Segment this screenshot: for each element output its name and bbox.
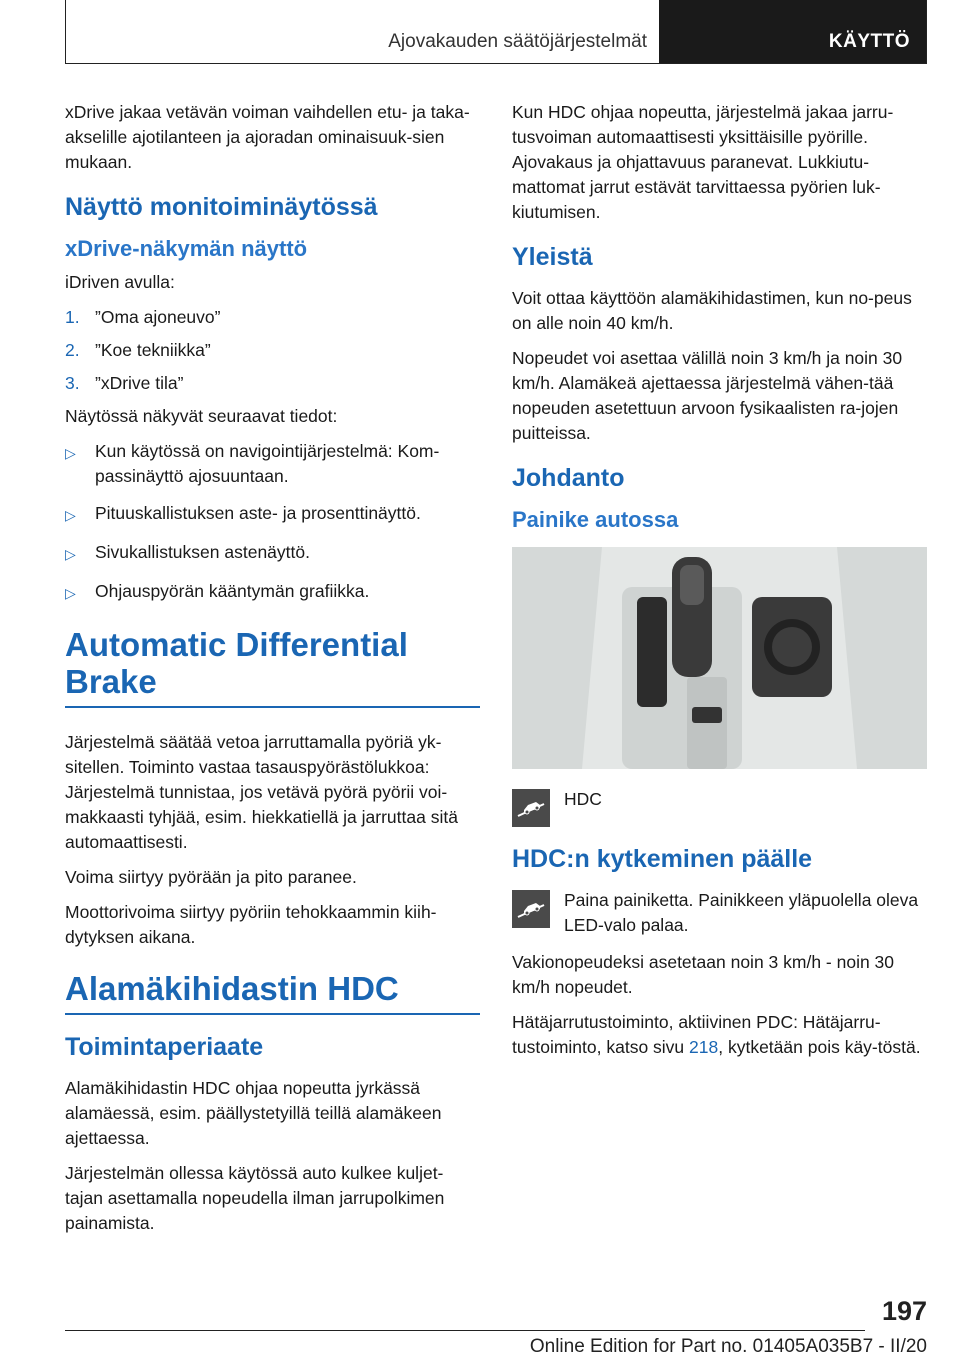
hdc-brake-paragraph: Kun HDC ohjaa nopeutta, järjestelmä jakaa jarru-tusvoiman automaattisesti yksittäisille pyörille. Ajovakaus ja ohjattavuus paranevat. Lukkiutu-mattomat jarrut estävät tarvittaessa pyörien luk-kiutumisen. bbox=[512, 102, 894, 222]
car-on-slope-icon bbox=[516, 796, 546, 820]
header-chapter-tab: KÄYTTÖ bbox=[659, 0, 926, 63]
list-item bbox=[65, 579, 480, 606]
list-item bbox=[65, 439, 480, 489]
bullet-text: Kun käytössä on navigointijärjestelmä: Kom-passinäyttö ajosuuntaan. bbox=[95, 441, 440, 486]
constant-speed-paragraph: Vakionopeudeksi asetetaan noin 3 km/h - noin 30 km/h nopeudet. bbox=[512, 952, 895, 997]
heading-automatic-differential-brake: Automatic Differential Brake bbox=[65, 626, 480, 708]
adb-paragraph-1: Järjestelmä säätää vetoa jarruttamalla pyöriä yk-sitellen. Toiminto vastaa tasauspyörästölukkoa: Järjestelmä tunnistaa, jos vetävä pyörä pyörii voi-makkaasti tyhjää, esim. hiekkatiellä ja jarruttaa sitä automaattisesti. bbox=[65, 732, 458, 852]
hdc-icon-row bbox=[512, 787, 927, 827]
triangle-bullet-icon: ▷ bbox=[65, 507, 76, 523]
emergency-text-end: , kytketään pois käy-töstä. bbox=[718, 1037, 921, 1057]
list-item bbox=[65, 371, 480, 396]
center-console-photo bbox=[512, 547, 927, 769]
page-number: 197 bbox=[881, 1296, 927, 1326]
footer-edition: Online Edition for Part no. 01405A035B7 - II/20 bbox=[529, 1336, 927, 1357]
step-number: 1. bbox=[65, 307, 80, 327]
heading-enable-hdc: HDC:n kytkeminen päälle bbox=[512, 845, 813, 873]
page-header bbox=[65, 0, 927, 64]
heading-xdrive-view: xDrive-näkymän näyttö bbox=[65, 236, 308, 261]
bullet-text: Ohjauspyörän kääntymän grafiikka. bbox=[95, 581, 370, 601]
list-item bbox=[65, 338, 480, 363]
bullet-text: Sivukallistuksen astenäyttö. bbox=[95, 542, 310, 562]
idrive-text: iDriven avulla: bbox=[65, 272, 175, 292]
triangle-bullet-icon: ▷ bbox=[65, 445, 76, 461]
header-section-title: Ajovakauden säätöjärjestelmät bbox=[388, 31, 647, 52]
step-number: 2. bbox=[65, 340, 80, 360]
left-column bbox=[65, 100, 480, 1246]
heading-display: Näyttö monitoiminäytössä bbox=[65, 193, 378, 221]
step-text: ”xDrive tila” bbox=[95, 373, 184, 393]
step-text: ”Koe tekniikka” bbox=[95, 340, 211, 360]
adb-paragraph-3: Moottorivoima siirtyy pyöriin tehokkaammin kiih-dytyksen aikana. bbox=[65, 902, 437, 947]
hill-descent-icon bbox=[512, 890, 550, 928]
info-bullet-list bbox=[65, 439, 480, 606]
list-item bbox=[65, 501, 480, 528]
press-icon-row bbox=[512, 888, 927, 938]
speed-paragraph: Voit ottaa käyttöön alamäkihidastimen, kun no-peus on alle noin 40 km/h. bbox=[512, 288, 912, 333]
footer-divider bbox=[65, 1330, 865, 1331]
adb-paragraph-2: Voima siirtyy pyörään ja pito paranee. bbox=[65, 867, 357, 887]
bullet-text: Pituuskallistuksen aste- ja prosenttinäyttö. bbox=[95, 503, 421, 523]
right-column bbox=[512, 100, 927, 1070]
hill-descent-icon bbox=[512, 789, 550, 827]
triangle-bullet-icon: ▷ bbox=[65, 546, 76, 562]
hdc-paragraph-1: Alamäkihidastin HDC ohjaa nopeutta jyrkässä alamäessä, esim. päällystetyillä teillä alamäkeen ajettaessa. bbox=[65, 1078, 442, 1148]
heading-principle: Toimintaperiaate bbox=[65, 1033, 264, 1061]
center-console-illustration bbox=[512, 547, 927, 769]
heading-button-in-car: Painike autossa bbox=[512, 507, 679, 532]
heading-hill-descent-control: Alamäkihidastin HDC bbox=[65, 970, 480, 1015]
heading-introduction: Johdanto bbox=[512, 464, 625, 492]
emergency-brake-paragraph bbox=[512, 1010, 927, 1060]
list-item bbox=[65, 305, 480, 330]
step-number: 3. bbox=[65, 373, 80, 393]
emergency-text-start: Hätäjarrutustoiminto, aktiivinen PDC: Hätäjarru-tustoiminto, katso sivu bbox=[512, 1012, 881, 1057]
steps-list bbox=[65, 305, 480, 396]
press-button-text: Paina painiketta. Painikkeen yläpuolella oleva LED-valo palaa. bbox=[564, 890, 919, 935]
triangle-bullet-icon: ▷ bbox=[65, 585, 76, 601]
hdc-label: HDC bbox=[564, 789, 602, 809]
list-item bbox=[65, 540, 480, 567]
heading-general: Yleistä bbox=[512, 243, 593, 271]
intro-paragraph: xDrive jakaa vetävän voiman vaihdellen etu- ja taka-akselille ajotilanteen ja ajoradan ominaisuuk-sien mukaan. bbox=[65, 102, 470, 172]
range-paragraph: Nopeudet voi asettaa välillä noin 3 km/h ja noin 30 km/h. Alamäkeä ajettaessa järjestelmä vähen-tää nopeuden asetettuun arvoon fysikaalisten ra-jojen puitteissa. bbox=[512, 348, 903, 443]
shown-info-text: Näytössä näkyvät seuraavat tiedot: bbox=[65, 406, 338, 426]
page-link[interactable]: 218 bbox=[689, 1037, 719, 1057]
hdc-paragraph-2: Järjestelmän ollessa käytössä auto kulkee kuljet-tajan asettamalla nopeudella ilman jarrupolkimen painamista. bbox=[65, 1163, 445, 1233]
car-on-slope-icon bbox=[516, 897, 546, 921]
step-text: ”Oma ajoneuvo” bbox=[95, 307, 221, 327]
